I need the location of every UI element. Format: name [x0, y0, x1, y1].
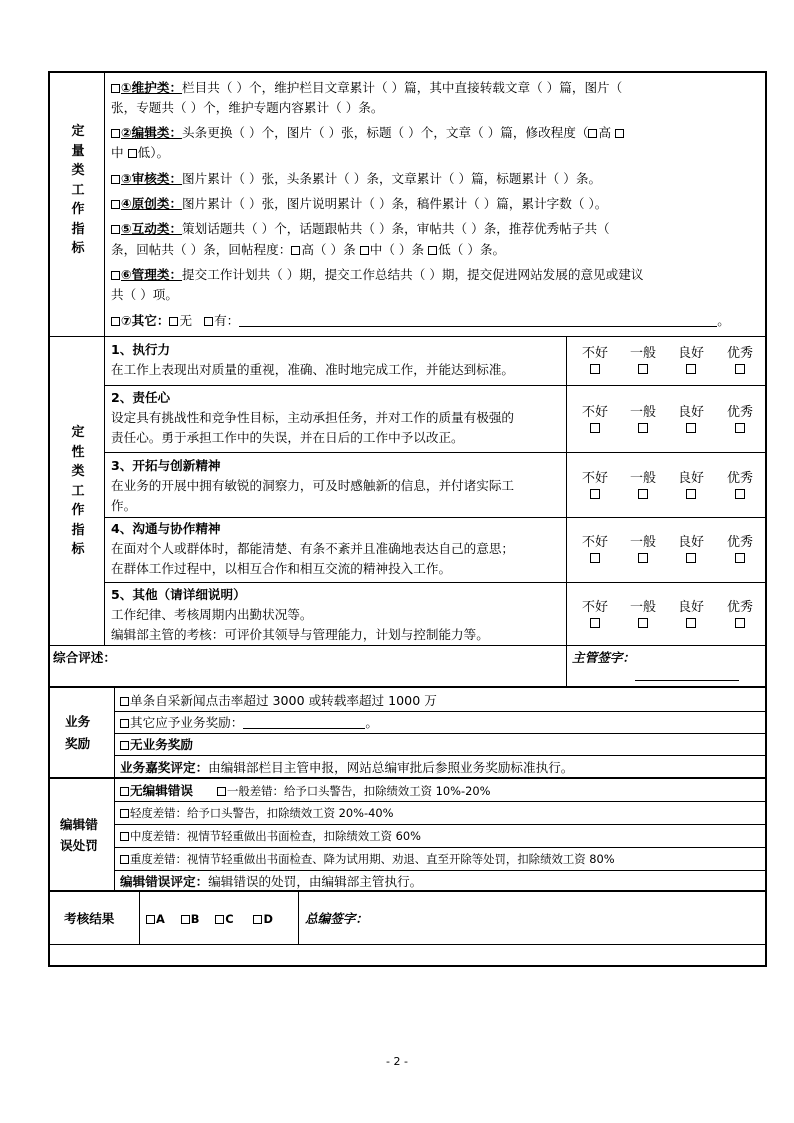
rating-label: 良好 — [677, 600, 704, 615]
qual-item-title: 3、开拓与创新精神 — [111, 458, 221, 473]
grade-label: B — [190, 912, 200, 926]
quant-row-review — [111, 169, 601, 188]
grade-a-checkbox[interactable] — [146, 915, 155, 924]
rating-label: 优秀 — [726, 535, 753, 550]
error-text: 编辑错误的处罚，由编辑部主管执行。 — [208, 874, 423, 889]
rating-label: 优秀 — [726, 471, 753, 486]
manage-checkbox[interactable] — [111, 271, 120, 280]
quant-row-maintain — [111, 78, 622, 97]
grid-line — [49, 645, 766, 646]
reward-checkbox[interactable] — [120, 741, 129, 750]
rating-checkbox[interactable] — [735, 618, 745, 628]
label-char: 量 — [71, 143, 85, 159]
error-text: 轻度差错：给予口头警告，扣除绩效工资 20%-40% — [130, 806, 394, 820]
grid-line — [298, 892, 299, 944]
row-text: 条，回帖共（ ）条，回帖程度： — [111, 242, 292, 257]
grade-b-checkbox[interactable] — [181, 915, 190, 924]
label-char: 工 — [71, 182, 85, 198]
row-text: 中 — [111, 145, 124, 160]
rating-checkbox[interactable] — [590, 364, 600, 374]
quant-row-original — [111, 194, 607, 213]
grade-label: A — [156, 912, 165, 926]
high-checkbox[interactable] — [588, 129, 597, 138]
rating-label: 良好 — [677, 346, 704, 361]
label-char: 作 — [71, 503, 85, 518]
row-text: 有： — [214, 313, 240, 328]
grid-line — [114, 688, 115, 890]
label-char: 指 — [71, 221, 85, 237]
quant-row-edit-cont — [111, 143, 169, 162]
label-char: 性 — [71, 444, 85, 460]
quant-row-interact-cont — [111, 240, 505, 259]
error-checkbox[interactable] — [120, 787, 129, 796]
quant-row-interact — [111, 219, 610, 238]
interact-checkbox[interactable] — [111, 225, 120, 234]
rating-label: 一般 — [629, 405, 656, 420]
extra-checkbox[interactable] — [615, 129, 624, 138]
grid-line — [114, 847, 766, 848]
rating-checkbox[interactable] — [638, 364, 648, 374]
row-text: 低（ ）条。 — [438, 242, 506, 257]
grid-line — [49, 777, 766, 779]
error-text: 中度差错：视情节轻重做出书面检查，扣除绩效工资 60% — [130, 829, 421, 843]
grid-line — [104, 385, 766, 386]
grade-c-checkbox[interactable] — [215, 915, 224, 924]
grid-line — [114, 870, 766, 871]
rating-label: 一般 — [629, 471, 656, 486]
grid-line — [114, 733, 766, 734]
error-title: 编辑错误评定： — [120, 874, 209, 889]
maintain-checkbox[interactable] — [111, 84, 120, 93]
row-text: 高 — [598, 125, 612, 140]
rating-label: 优秀 — [726, 346, 753, 361]
edit-checkbox[interactable] — [111, 129, 120, 138]
rating-checkbox[interactable] — [590, 553, 600, 563]
grid-line — [114, 824, 766, 825]
rating-checkbox[interactable] — [686, 364, 696, 374]
label-char: 作 — [71, 202, 85, 217]
qual-item-text: 设定具有挑战性和竞争性目标，主动承担任务，并对工作的质量有极强的 — [111, 410, 514, 425]
row-text: 头条更换（ ）个，图片（ ）张，标题（ ）个，文章（ ）篇，修改程度（ — [182, 125, 589, 140]
summary-label: 综合评述： — [53, 650, 116, 665]
none-checkbox[interactable] — [169, 317, 178, 326]
high-checkbox[interactable] — [291, 246, 300, 255]
error-row-5 — [120, 872, 422, 891]
errors-label: 误处罚 — [60, 838, 98, 853]
reward-row-4 — [120, 758, 573, 777]
row-text: 张，专题共（ ）个，维护专题内容累计（ ）条。 — [111, 100, 384, 115]
rating-checkbox[interactable] — [590, 423, 600, 433]
grid-line — [566, 336, 567, 687]
error-checkbox[interactable] — [120, 809, 129, 818]
rating-checkbox[interactable] — [686, 423, 696, 433]
quant-row-other — [111, 311, 730, 330]
rating-checkbox[interactable] — [590, 489, 600, 499]
other-blank[interactable] — [239, 326, 717, 327]
qual-item-text: 在群体工作过程中，以相互合作和相互交流的精神投入工作。 — [111, 561, 452, 576]
qual-item-text: 责任心。勇于承担工作中的失误，并在日后的工作中予以改正。 — [111, 430, 464, 445]
qual-section-label — [67, 423, 89, 560]
qual-item-text: 作。 — [111, 498, 137, 513]
grade-d-checkbox[interactable] — [253, 915, 262, 924]
row-text: 。 — [717, 313, 730, 328]
rating-label: 一般 — [629, 600, 656, 615]
reward-blank[interactable] — [243, 728, 365, 729]
row-title: ⑤互动类： — [121, 221, 183, 236]
rating-checkbox[interactable] — [638, 423, 648, 433]
supervisor-signature-line[interactable] — [635, 680, 739, 681]
grid-line — [104, 452, 766, 453]
error-checkbox[interactable] — [120, 855, 129, 864]
rating-label: 优秀 — [726, 405, 753, 420]
error-text: 一般差错：给予口头警告，扣除绩效工资 10%-20% — [227, 784, 491, 798]
low-checkbox[interactable] — [428, 246, 437, 255]
grid-line — [104, 72, 105, 646]
row-title: ④原创类： — [121, 196, 183, 211]
rating-label: 一般 — [629, 346, 656, 361]
rating-checkbox[interactable] — [686, 489, 696, 499]
error-checkbox[interactable] — [120, 832, 129, 841]
row-title: ①维护类： — [121, 80, 183, 95]
row-text: 高（ ）条 — [301, 242, 356, 257]
original-checkbox[interactable] — [111, 200, 120, 209]
qual-item-text: 编辑部主管的考核：可评价其领导与管理能力，计划与控制能力等。 — [111, 627, 489, 642]
row-text: 图片累计（ ）张，头条累计（ ）条，文章累计（ ）篇，标题累计（ ）条。 — [182, 171, 602, 186]
rating-label: 不好 — [581, 535, 608, 550]
reward-text: 无业务奖励 — [130, 737, 193, 752]
page-number: - 2 - — [386, 1055, 408, 1068]
error-text: 重度差错：视情节轻重做出书面检查、降为试用期、劝退、直至开除等处罚，扣除绩效工资 80% — [130, 852, 615, 866]
grid-line — [114, 755, 766, 756]
row-title: ②编辑类： — [121, 125, 183, 140]
reward-text: 单条自采新闻点击率超过 3000 或转载率超过 1000 万 — [130, 693, 437, 708]
rating-label: 不好 — [581, 346, 608, 361]
rating-checkbox[interactable] — [638, 489, 648, 499]
grade-label: D — [263, 912, 273, 926]
grid-line — [139, 892, 140, 944]
rating-checkbox[interactable] — [638, 553, 648, 563]
reward-label: 业务 — [65, 714, 91, 729]
grid-line — [104, 517, 766, 518]
grid-line — [49, 686, 766, 688]
qual-item-text: 在工作上表现出对质量的重视，准确、准时地完成工作，并能达到标准。 — [111, 362, 514, 377]
error-checkbox[interactable] — [217, 787, 226, 796]
reward-text: 由编辑部栏目主管申报，网站总编审批后参照业务奖励标准执行。 — [208, 760, 574, 775]
quant-row-manage — [111, 265, 643, 284]
quant-row-edit — [111, 123, 625, 142]
label-char: 指 — [71, 522, 85, 538]
reward-text: 其它应予业务奖励： — [130, 715, 244, 730]
row-text: 中（ ）条 — [369, 242, 425, 257]
reward-checkbox[interactable] — [120, 697, 129, 706]
rating-label: 一般 — [629, 535, 656, 550]
grade-options — [146, 910, 273, 929]
label-char: 类 — [71, 464, 85, 479]
qual-item-text: 在面对个人或群体时，都能清楚、有条不紊并且准确地表达自己的意思； — [111, 541, 514, 556]
grid-line — [114, 801, 766, 802]
row-title: ⑦其它： — [121, 313, 170, 328]
rating-label: 不好 — [581, 471, 608, 486]
error-row-4 — [120, 850, 615, 869]
reward-text: 。 — [365, 715, 378, 730]
reward-row-3 — [120, 735, 193, 754]
label-char: 类 — [71, 163, 85, 178]
row-title: ③审核类： — [121, 171, 183, 186]
rating-checkbox[interactable] — [735, 489, 745, 499]
grade-label: C — [225, 912, 234, 926]
rating-checkbox[interactable] — [735, 423, 745, 433]
grid-line — [114, 711, 766, 712]
low-checkbox[interactable] — [128, 149, 137, 158]
rating-checkbox[interactable] — [735, 364, 745, 374]
rating-label: 不好 — [581, 405, 608, 420]
qual-item-text: 工作纪律、考核周期内出勤状况等。 — [111, 607, 313, 622]
grid-line — [49, 336, 766, 337]
row-text: 图片累计（ ）张，图片说明累计（ ）条，稿件累计（ ）篇，累计字数（ ）。 — [182, 196, 608, 211]
errors-label: 编辑错 — [60, 817, 98, 832]
row-text: 策划话题共（ ）个，话题跟帖共（ ）条，审帖共（ ）条，推荐优秀帖子共（ — [182, 221, 610, 236]
has-checkbox[interactable] — [204, 317, 213, 326]
error-text: 无编辑错误 — [130, 783, 193, 798]
result-label: 考核结果 — [64, 911, 115, 926]
reward-row-1 — [120, 691, 437, 710]
reward-row-2 — [120, 713, 378, 732]
label-char: 标 — [71, 241, 85, 256]
row-text: 共（ ）项。 — [111, 287, 178, 302]
mid-checkbox[interactable] — [360, 246, 369, 255]
qual-item-title: 2、责任心 — [111, 390, 171, 405]
rating-label: 良好 — [677, 471, 704, 486]
rating-label: 良好 — [677, 405, 704, 420]
rating-label: 优秀 — [726, 600, 753, 615]
row-text: 无 — [179, 313, 193, 328]
label-char: 标 — [71, 542, 85, 557]
row-text: 栏目共（ ）个，维护栏目文章累计（ ）篇，其中直接转载文章（ ）篇，图片（ — [182, 80, 623, 95]
other-checkbox[interactable] — [111, 317, 120, 326]
rating-checkbox[interactable] — [735, 553, 745, 563]
rating-checkbox[interactable] — [638, 618, 648, 628]
rating-label: 不好 — [581, 600, 608, 615]
qual-item-text: 在业务的开展中拥有敏锐的洞察力，可及时感触新的信息，并付诸实际工 — [111, 478, 514, 493]
reward-checkbox[interactable] — [120, 719, 129, 728]
row-title: ⑥管理类： — [121, 267, 183, 282]
qual-item-title: 1、执行力 — [111, 342, 171, 357]
label-char: 定 — [71, 425, 85, 440]
label-char: 工 — [71, 483, 85, 499]
label-char: 定 — [71, 124, 85, 139]
error-row-3 — [120, 827, 421, 846]
chief-editor-signature-label: 总编签字： — [305, 911, 368, 926]
grid-line — [49, 944, 766, 945]
supervisor-signature-label: 主管签字： — [572, 650, 635, 665]
reward-label: 奖励 — [65, 736, 91, 751]
grid-line — [104, 582, 766, 583]
quant-section-label — [67, 122, 89, 259]
qual-item-title: 5、其他（请详细说明） — [111, 587, 246, 602]
reward-title: 业务嘉奖评定： — [120, 760, 209, 775]
qual-item-title: 4、沟通与协作精神 — [111, 521, 221, 536]
rating-checkbox[interactable] — [590, 618, 600, 628]
error-row-2 — [120, 804, 393, 823]
rating-checkbox[interactable] — [686, 553, 696, 563]
rating-label: 良好 — [677, 535, 704, 550]
rating-checkbox[interactable] — [686, 618, 696, 628]
error-row-1 — [120, 781, 490, 801]
review-checkbox[interactable] — [111, 175, 120, 184]
row-text: 低）。 — [137, 145, 170, 160]
row-text: 提交工作计划共（ ）期，提交工作总结共（ ）期，提交促进网站发展的意见或建议 — [182, 267, 644, 282]
